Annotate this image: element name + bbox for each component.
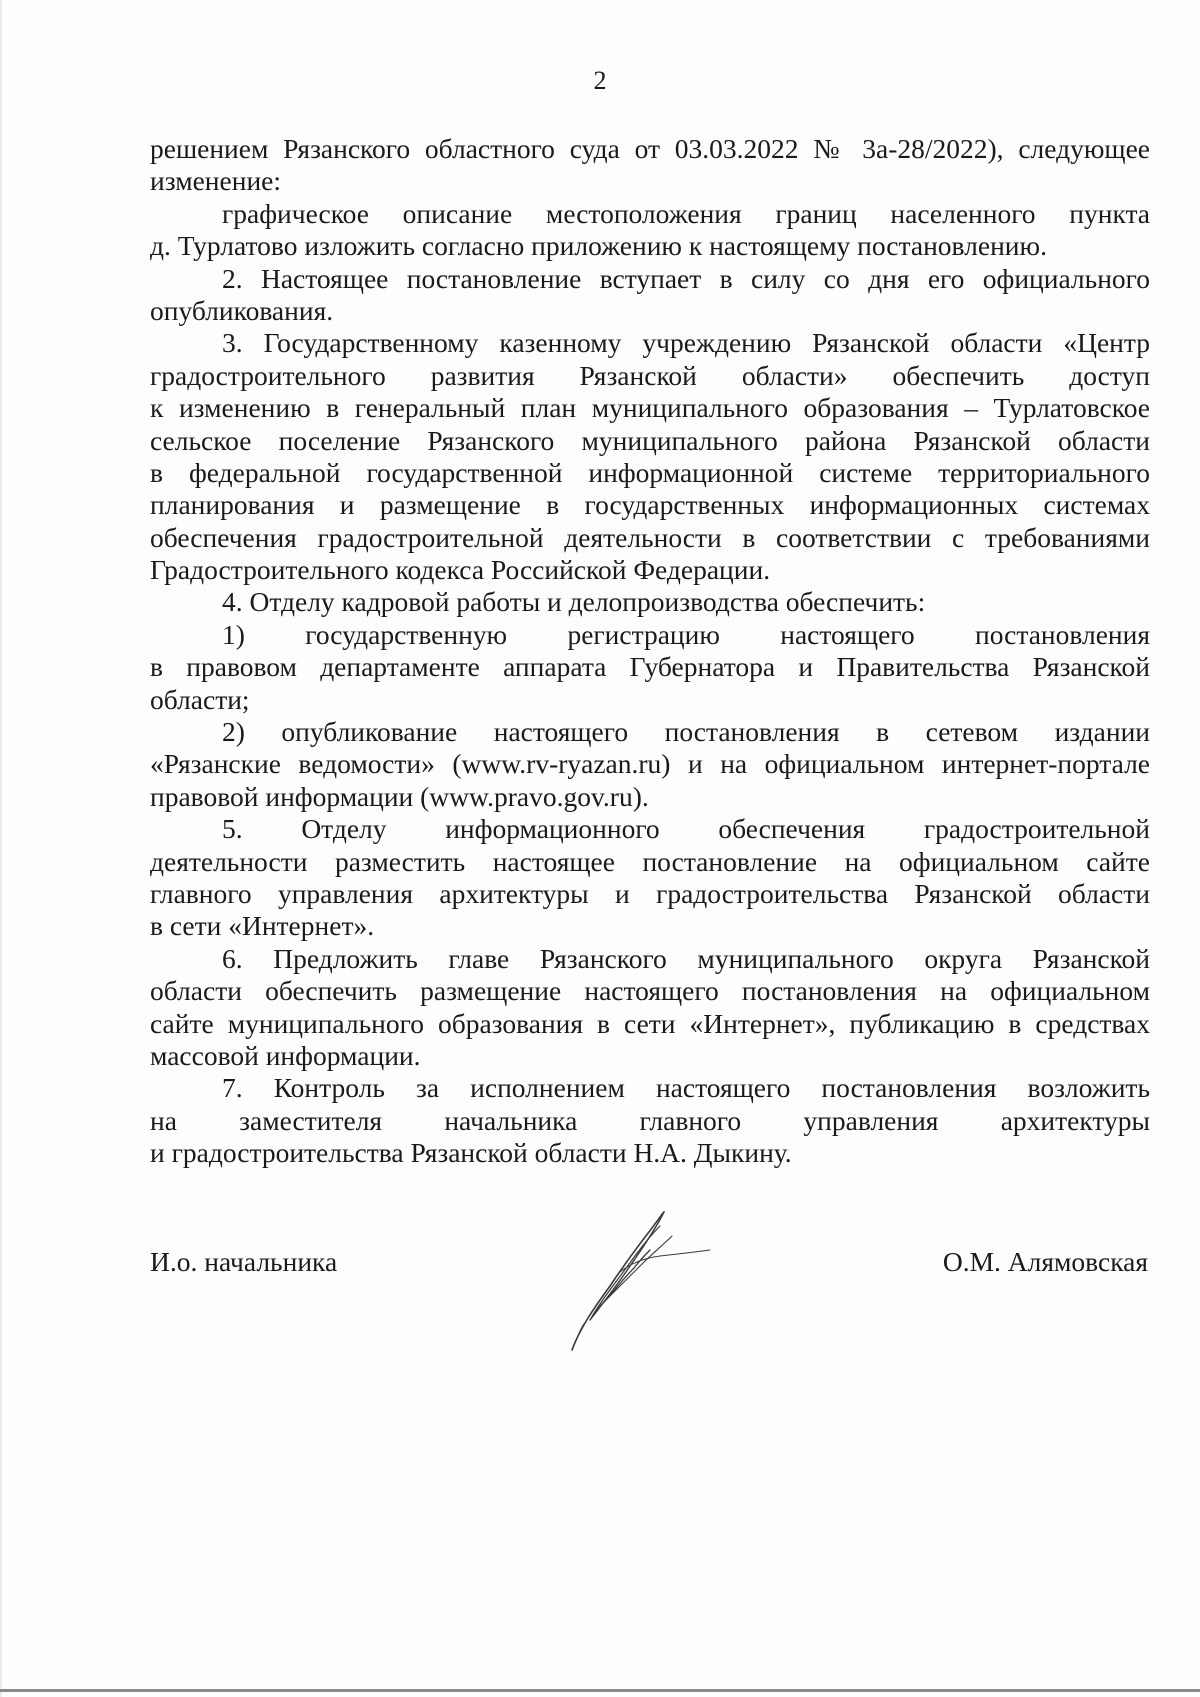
text-line: 4. Отделу кадровой работы и делопроизводства обеспечить:	[222, 586, 926, 618]
text-line: 6. Предложить главе Рязанского муниципального округа Рязанской	[222, 942, 1150, 974]
text-line: правовой информации (www.pravo.gov.ru).	[150, 780, 649, 812]
text-line: в сети «Интернет».	[150, 910, 375, 942]
text-line: в правовом департаменте аппарата Губернатора и Правительства Рязанской	[150, 651, 1150, 683]
text-line: массовой информации.	[150, 1039, 421, 1071]
text-line: и градостроительства Рязанской области Н.А. Дыкину.	[150, 1137, 792, 1169]
text-line: в федеральной государственной информационной системе территориального	[150, 456, 1150, 488]
scan-bottom-edge	[0, 1689, 1200, 1692]
text-line: д. Турлатово изложить согласно приложению к настоящему постановлению.	[150, 230, 1047, 262]
text-line: решением Рязанского областного суда от 03.03.2022 № 3а-28/2022), следующее	[150, 133, 1150, 164]
text-line: 3. Государственному казенному учреждению Рязанской области «Центр	[222, 327, 1150, 359]
text-line: градостроительного развития Рязанской области» обеспечить доступ	[150, 359, 1150, 391]
signer-name: О.М. Алямовская	[942, 1246, 1148, 1277]
text-line: обеспечения градостроительной деятельности в соответствии с требованиями	[150, 521, 1150, 553]
text-line: изменение:	[150, 165, 282, 197]
text-line: планирования и размещение в государственных информационных системах	[150, 489, 1150, 521]
handwritten-signature	[560, 1198, 740, 1358]
text-line: главного управления архитектуры и градостроительства Рязанской области	[150, 877, 1150, 909]
text-line: графическое описание местоположения границ населенного пункта	[222, 197, 1150, 229]
text-line: опубликования.	[150, 294, 334, 326]
text-line: 2. Настоящее постановление вступает в силу со дня его официального	[222, 262, 1150, 294]
text-line: к изменению в генеральный план муниципального образования – Турлатовское	[150, 392, 1150, 424]
text-line: «Рязанские ведомости» (www.rv-ryazan.ru) и на официальном интернет-портале	[150, 748, 1150, 780]
scan-left-edge	[0, 0, 3, 1697]
text-line: области обеспечить размещение настоящего постановления на официальном	[150, 975, 1150, 1007]
text-line: сайте муниципального образования в сети «Интернет», публикацию в средствах	[150, 1007, 1150, 1039]
text-line: сельское поселение Рязанского муниципального района Рязанской области	[150, 424, 1150, 456]
document-body	[150, 133, 1150, 1170]
text-line: 7. Контроль за исполнением настоящего постановления возложить	[222, 1072, 1150, 1104]
text-line: деятельности разместить настоящее постановление на официальном сайте	[150, 845, 1150, 877]
text-line: области;	[150, 683, 250, 715]
text-line: 5. Отделу информационного обеспечения градостроительной	[222, 813, 1150, 845]
text-line: на заместителя начальника главного управления архитектуры	[150, 1104, 1150, 1136]
text-line: 1) государственную регистрацию настоящего постановления	[222, 618, 1150, 650]
text-line: Градостроительного кодекса Российской Федерации.	[150, 554, 771, 586]
signer-position: И.о. начальника	[150, 1246, 338, 1277]
page-number: 2	[593, 66, 607, 95]
text-line: 2) опубликование настоящего постановления в сетевом издании	[222, 716, 1150, 748]
